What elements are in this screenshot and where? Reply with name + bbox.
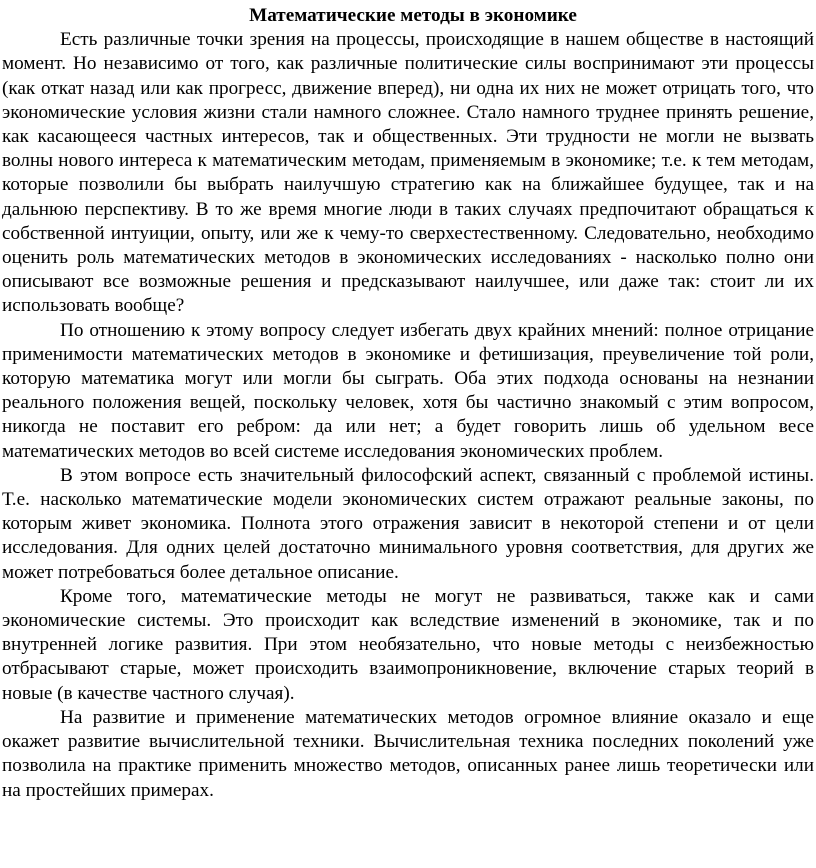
document-title: Математические методы в экономике <box>249 5 577 26</box>
paragraph-3: В этом вопросе есть значительный философский аспект, связанный с проблемой истины. Т.е. насколько математические модели экономических систем отражают реальные законы, по которым живет экономика. Полнота этого отражения зависит в некоторой степени и от цели исследования. Для одних целей достаточно минимального уровня соответствия, для других же может потребоваться более детальное описание. <box>2 464 814 583</box>
paragraph-5: На развитие и применение математических методов огромное влияние оказало и еще окажет развитие вычислительной техники. Вычислительная техника последних поколений уже позволила на практике применить множество методов, описанных ранее лишь теоретически или на простейших примерах. <box>2 706 814 801</box>
paragraph-2: По отношению к этому вопросу следует избегать двух крайних мнений: полное отрицание применимости математических методов в экономике и фетишизация, преувеличение той роли, которую математика могут или могли бы сыграть. Оба этих подхода основаны на незнании реального положения вещей, поскольку человек, хотя бы частично знакомый с этим вопросом, никогда не поставит его ребром: да или нет; а будет говорить лишь об удельном весе математических методов во всей системе исследования экономических проблем. <box>2 319 814 462</box>
paragraph-1: Есть различные точки зрения на процессы, происходящие в нашем обществе в настоящий момент. Но независимо от того, как различные политические силы воспринимают эти процессы (как откат назад или как прогресс, движение вперед), ни одна их них не может отрицать того, что экономические условия жизни стали намного сложнее. Стало намного труднее принять решение, как касающееся частных интересов, так и общественных. Эти трудности не могли не вызвать волны нового интереса к математическим методам, применяемым в экономике; т.е. к тем методам, которые позволили бы выбрать наилучшую стратегию как на ближайшее будущее, так и на дальнюю перспективу. В то же время многие люди в таких случаях предпочитают обращаться к собственной интуиции, опыту, или же к чему-то сверхестественному. Следовательно, необходимо оценить роль математических методов в экономических исследованиях - насколько полно они описывают все возможные решения и предсказывают наилучшее, или даже так: стоит ли их использовать вообще? <box>2 29 814 317</box>
document-page <box>2 4 814 803</box>
paragraph-4: Кроме того, математические методы не могут не развиваться, также как и сами экономические системы. Это происходит как вследствие изменений в экономике, так и по внутренней логике развития. При этом необязательно, что новые методы с неизбежностью отбрасывают старые, может происходить взаимопроникновение, включение старых теорий в новые (в качестве частного случая). <box>2 585 814 704</box>
